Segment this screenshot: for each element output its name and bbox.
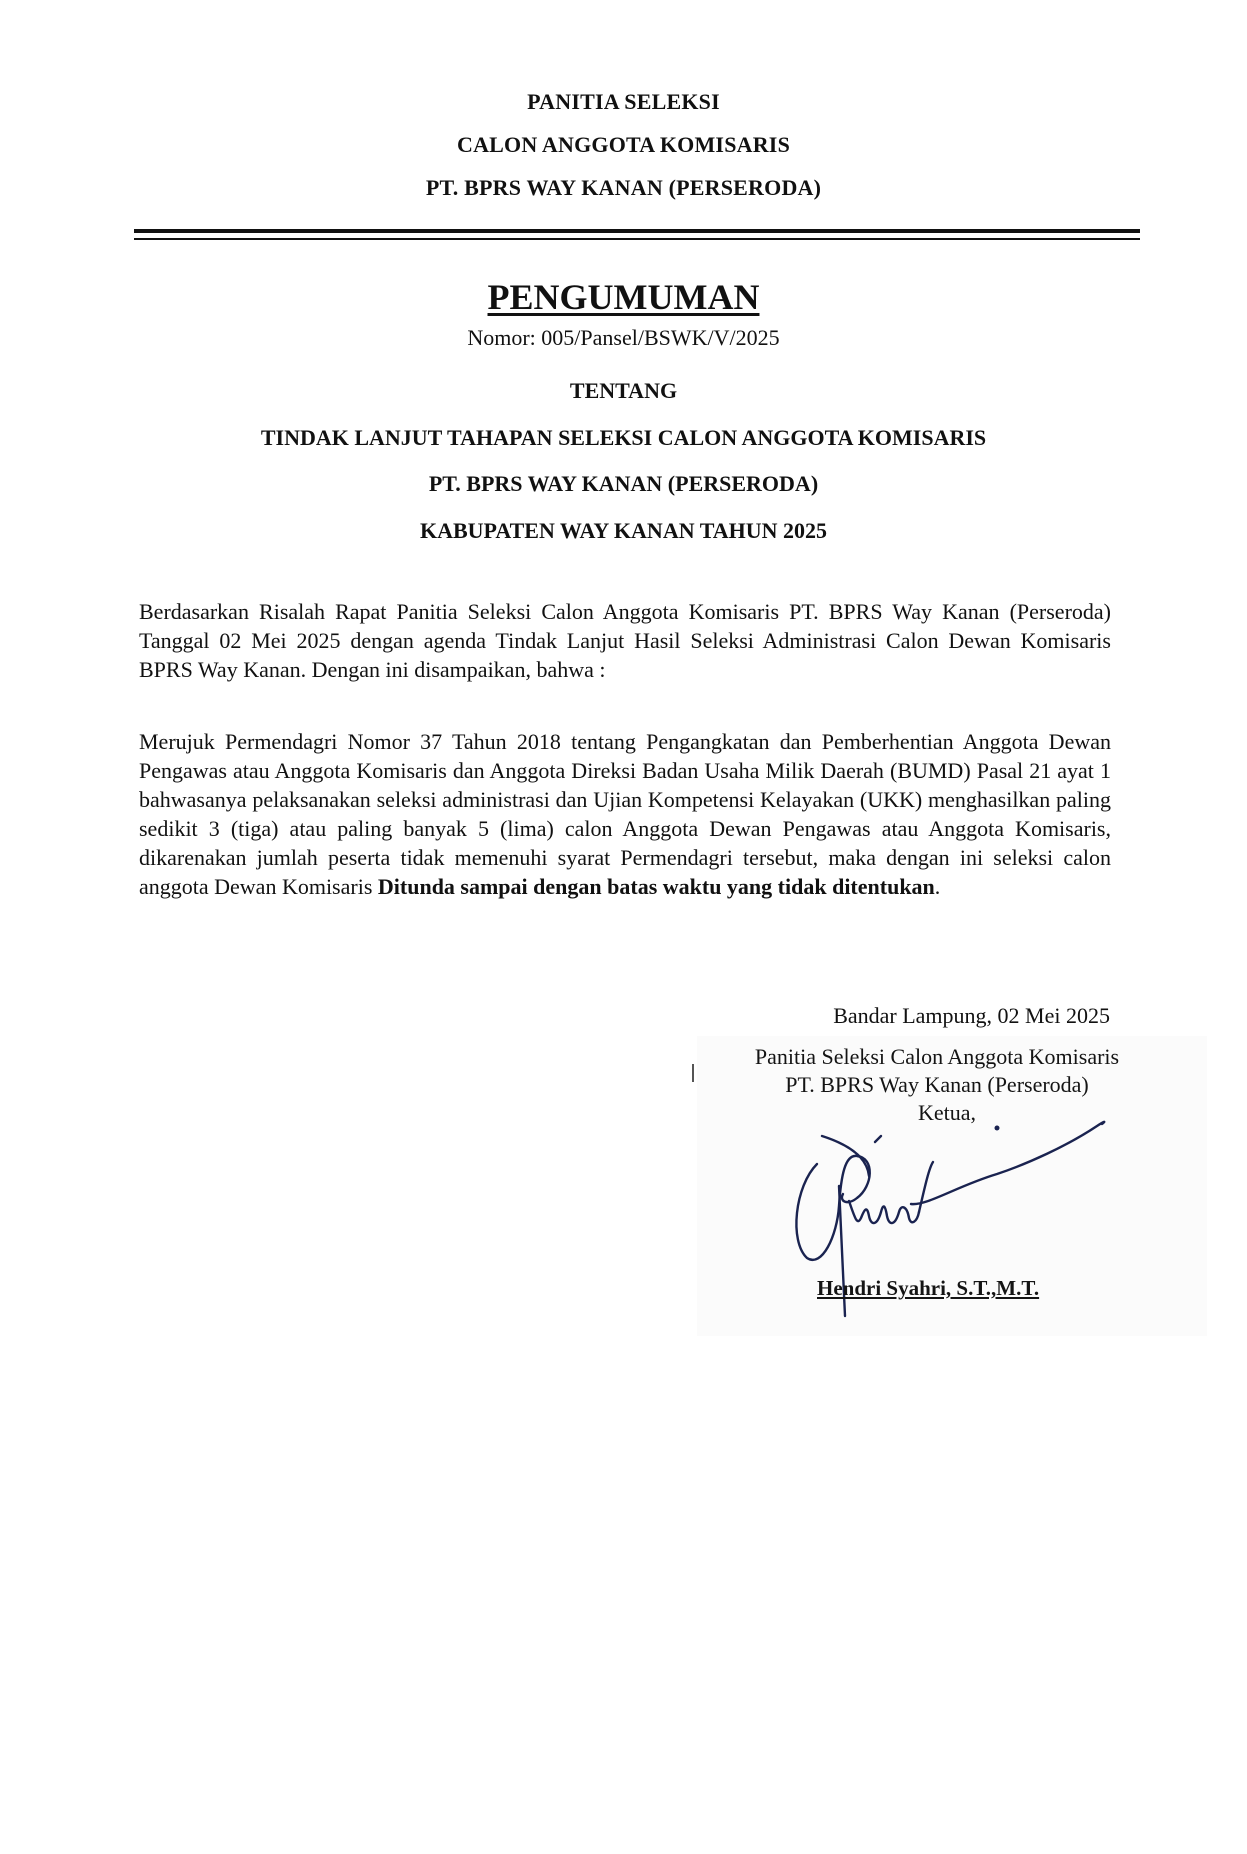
subject-line-1: TINDAK LANJUT TAHAPAN SELEKSI CALON ANGGOTA KOMISARIS (260, 424, 987, 450)
paragraph-2-end: . (934, 874, 941, 899)
signature-company: PT. BPRS Way Kanan (Perseroda) (785, 1072, 1089, 1097)
announcement-number: Nomor: 005/Pansel/BSWK/V/2025 (467, 325, 780, 350)
body-paragraph-1: Berdasarkan Risalah Rapat Panitia Seleksi Calon Anggota Komisaris PT. BPRS Way Kanan (Perseroda) Tanggal 02 Mei 2025 dengan agenda Tindak Lanjut Hasil Seleksi Administrasi Calon Dewan Komisaris BPRS Way Kanan. Dengan ini disampaikan, bahwa : (139, 599, 1111, 682)
header-divider-thick (134, 229, 1140, 233)
letterhead-line-2: CALON ANGGOTA KOMISARIS (456, 132, 791, 157)
letterhead-line-1: PANITIA SELEKSI (527, 89, 720, 114)
announcement-title: PENGUMUMAN (487, 277, 760, 317)
paragraph-2-text: Merujuk Permendagri Nomor 37 Tahun 2018 tentang Pengangkatan dan Pemberhentian Anggota Dewan Pengawas atau Anggota Komisaris dan Anggota Direksi Badan Usaha Milik Daerah (BUMD) Pasal 21 ayat 1 bahwasanya pelaksanakan seleksi administrasi dan Ujian Kompetensi Kelayakan (UKK) menghasilkan paling sedikit 3 (tiga) atau paling banyak 5 (lima) calon Anggota Dewan Pengawas atau Anggota Komisaris, dikarenakan jumlah peserta tidak memenuhi syarat Permendagri tersebut, maka dengan ini seleksi calon anggota Dewan Komisaris (139, 729, 1111, 899)
subject-line-2: PT. BPRS WAY KANAN (PERSERODA) (428, 471, 819, 496)
subject-about: TENTANG (569, 378, 678, 403)
body-paragraph-2 (139, 727, 1111, 901)
subject-line-3: KABUPATEN WAY KANAN TAHUN 2025 (419, 517, 828, 543)
scan-mark (692, 1064, 694, 1082)
signature-block (697, 1036, 1207, 1336)
paragraph-2-emphasis: Ditunda sampai dengan batas waktu yang tidak ditentukan (377, 874, 935, 899)
signature-role: Ketua, (917, 1100, 977, 1125)
letterhead (0, 80, 1247, 209)
header-divider-thin (134, 238, 1140, 240)
place-date: Bandar Lampung, 02 Mei 2025 (833, 1003, 1110, 1028)
letterhead-line-3: PT. BPRS WAY KANAN (PERSERODA) (425, 175, 822, 200)
announcement-subject (0, 368, 1247, 554)
signatory-name: Hendri Syahri, S.T.,M.T. (817, 1276, 1040, 1300)
signature-committee: Panitia Seleksi Calon Anggota Komisaris (754, 1044, 1120, 1069)
